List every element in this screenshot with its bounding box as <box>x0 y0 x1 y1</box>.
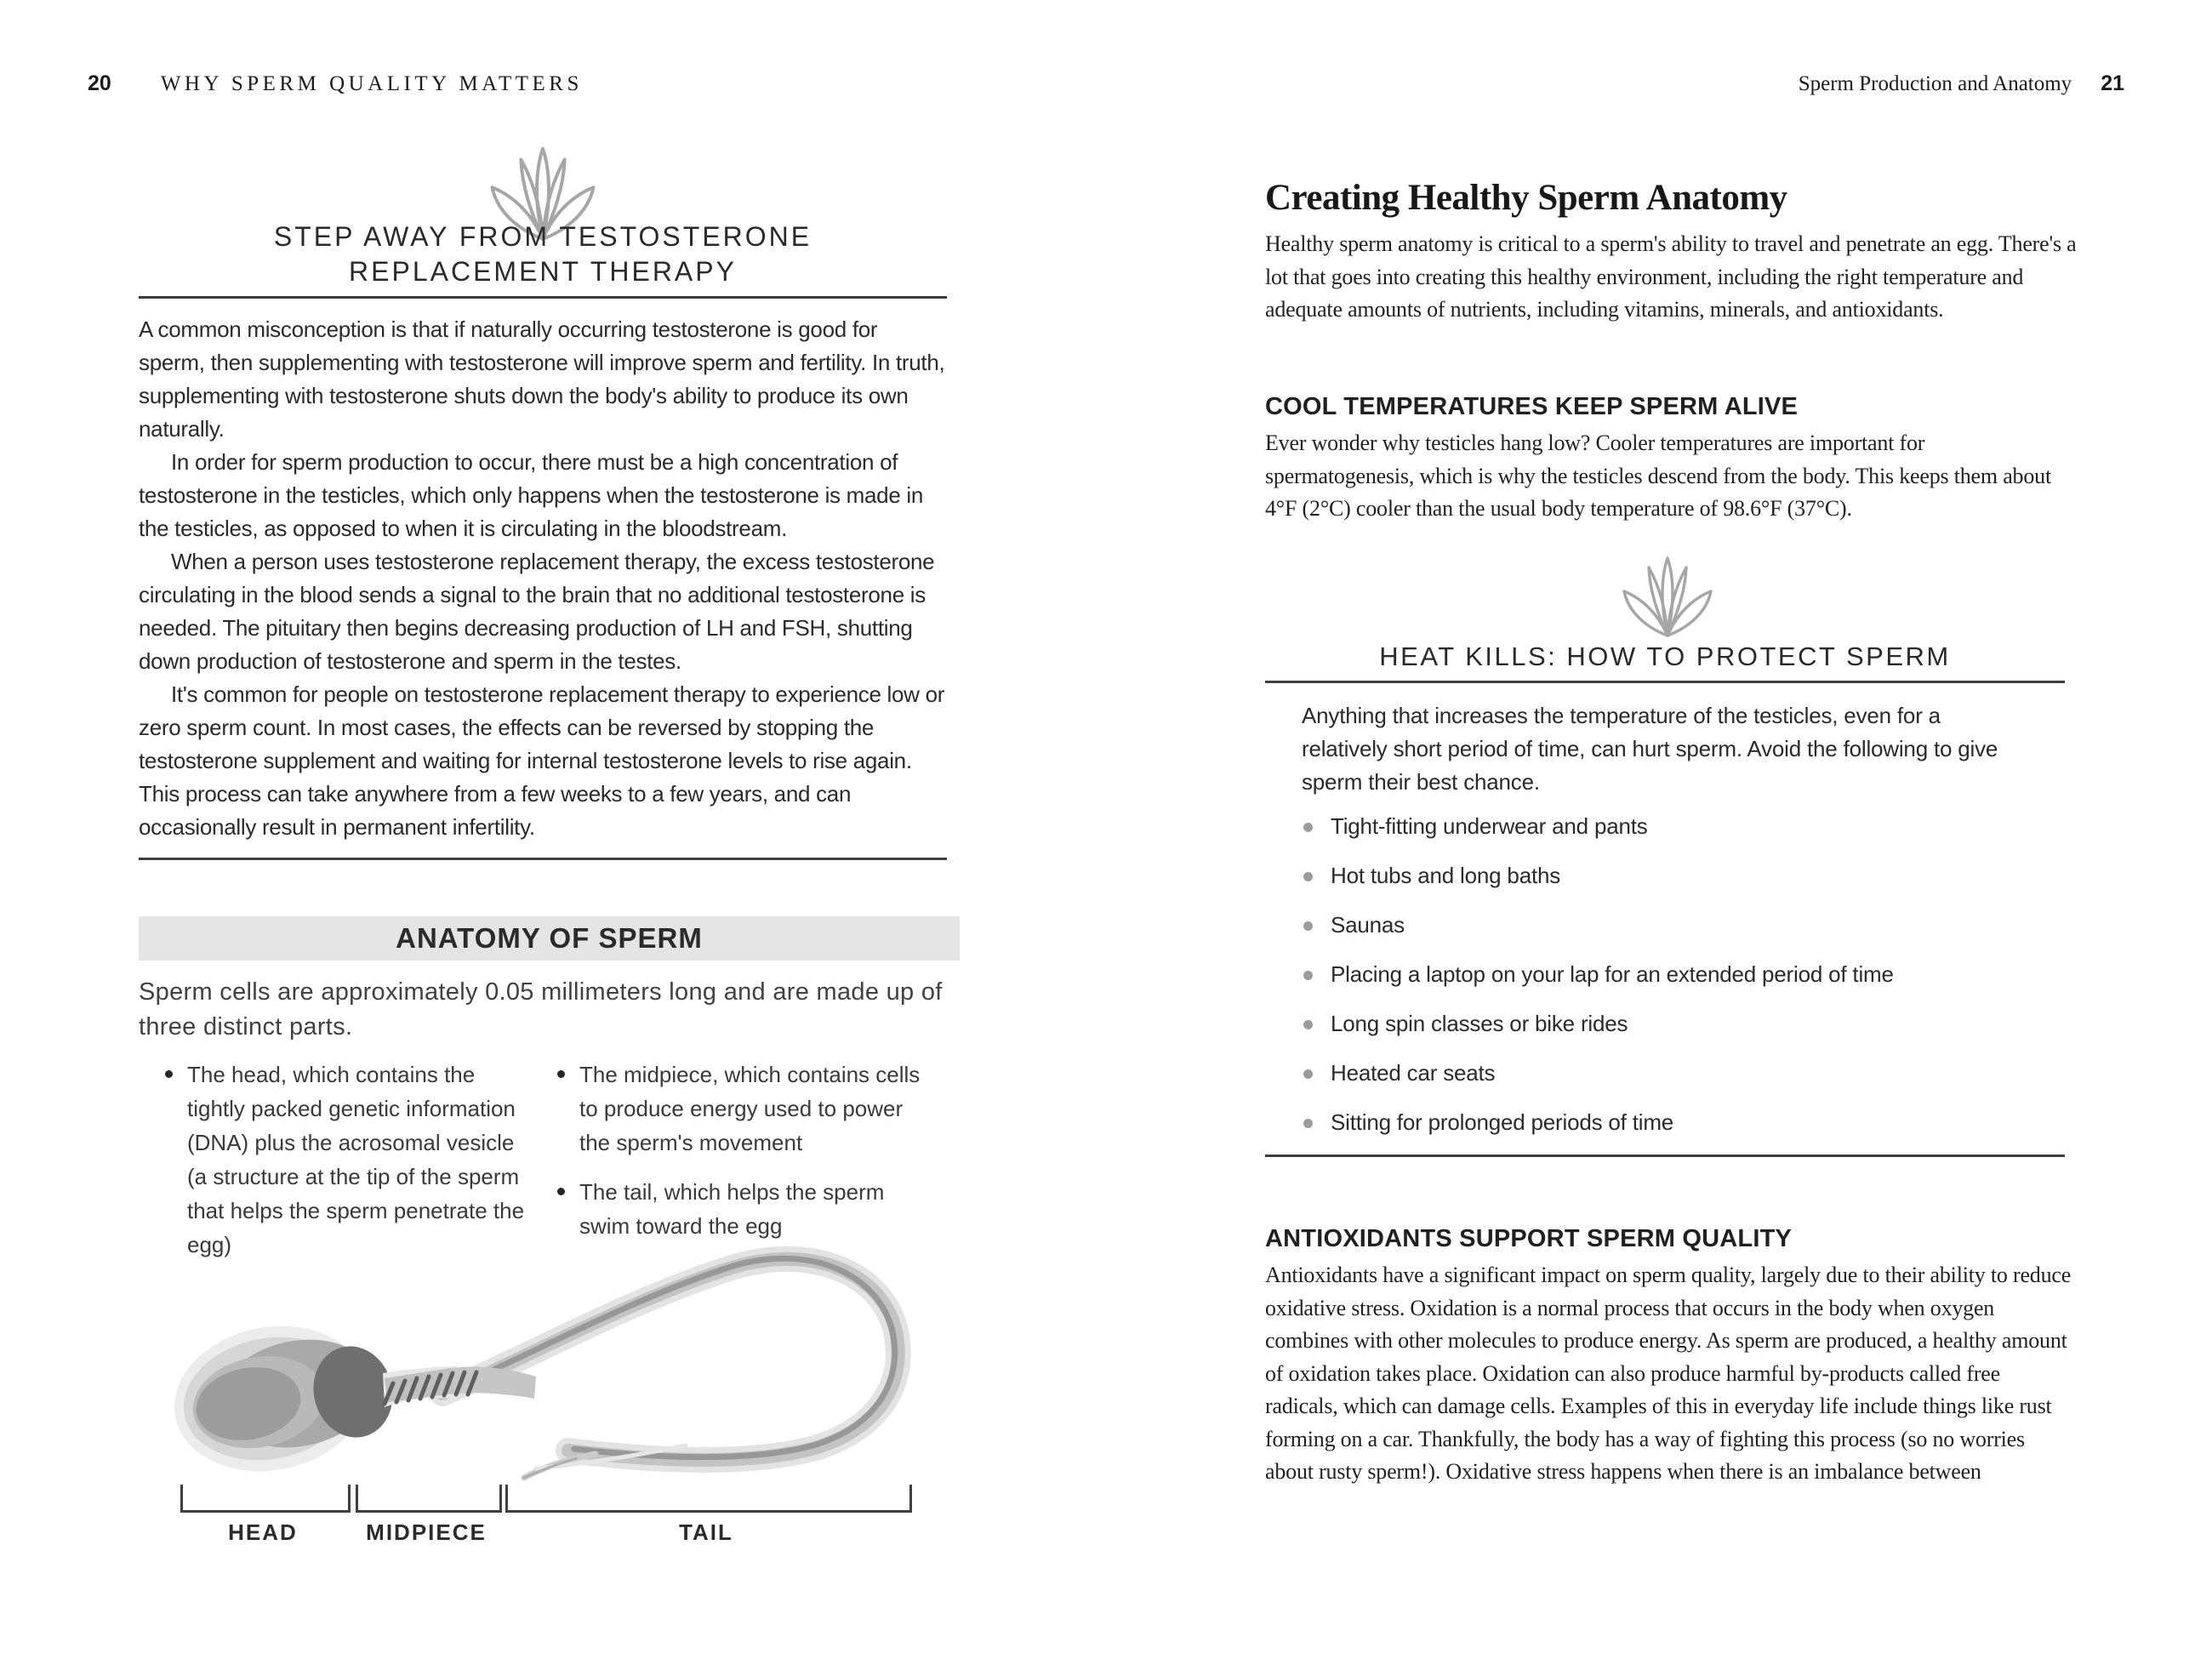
heat-box-list <box>1303 812 2035 1158</box>
list-item <box>1303 911 2035 939</box>
list-item <box>1303 1059 2035 1087</box>
section-body-creating: Healthy sperm anatomy is critical to a sperm's ability to travel and penetrate an egg. There's a lot that goes into creating this healthy environment, including the right temperature and adequate amounts of nutrients, including vitamins, minerals, and antioxidants. <box>1265 231 2077 322</box>
trt-paragraph: It's common for people on testosterone replacement therapy to experience low or zero sperm count. In most cases, the effects can be reversed by stopping the testosterone supplement and waiting for internal testosterone levels to rise again. This process can take anywhere from a few weeks to a few years, and can occasionally result in permanent infertility. <box>139 681 945 840</box>
anatomy-banner <box>139 916 960 961</box>
bullet-dot-icon <box>557 1070 565 1078</box>
lotus-icon <box>1616 553 1719 638</box>
list-item-text: The midpiece, which contains cells to produce energy used to power the sperm's movement <box>579 1062 921 1155</box>
sperm-head-art <box>170 1310 402 1487</box>
heat-box-intro: Anything that increases the temperature of the testicles, even for a relatively short period of time, can hurt sperm. Avoid the following to give sperm their best chance. <box>1302 703 1998 795</box>
anatomy-bullets-right <box>557 1058 927 1258</box>
sperm-midpiece-art <box>383 1366 536 1407</box>
left-page-number: 20 <box>88 71 111 95</box>
heat-box-top-rule <box>1265 681 2065 683</box>
diagram-label-head: HEAD <box>228 1519 298 1545</box>
bullet-dot-icon <box>1303 1020 1313 1029</box>
sperm-tail-art <box>442 1258 898 1478</box>
list-item <box>557 1058 927 1160</box>
trt-box-top-rule <box>139 296 947 299</box>
list-item-text: The head, which contains the tightly packed genetic information (DNA) plus the acrosomal vesicle (a structure at the tip of the sperm that helps the sperm penetrate the egg) <box>187 1062 525 1257</box>
trt-box-title-line1: STEP AWAY FROM TESTOSTERONE <box>273 221 812 252</box>
diagram-label-midpiece: MIDPIECE <box>366 1519 487 1545</box>
list-item <box>1303 862 2035 890</box>
sperm-diagram <box>170 1240 919 1496</box>
list-item <box>557 1175 927 1243</box>
heat-box-bottom-rule <box>1265 1154 2065 1157</box>
head-bracket <box>180 1485 351 1513</box>
list-item-text: Placing a laptop on your lap for an extended period of time <box>1331 961 1894 987</box>
list-item-text: Hot tubs and long baths <box>1331 863 1561 888</box>
trt-paragraph: In order for sperm production to occur, there must be a high concentration of testosterone in the testicles, which only happens when the testosterone is made in the testicles, as opposed to when it is circulating in the bloodstream. <box>139 449 924 541</box>
right-running-head-title: Sperm Production and Anatomy <box>1798 72 2072 95</box>
left-running-head-title: WHY SPERM QUALITY MATTERS <box>160 72 583 95</box>
bullet-dot-icon <box>1303 971 1313 980</box>
left-running-head <box>88 71 583 96</box>
bullet-dot-icon <box>1303 921 1313 931</box>
list-item-text: The tail, which helps the sperm swim toward the egg <box>579 1179 885 1239</box>
right-page-number: 21 <box>2101 71 2124 95</box>
right-running-head <box>1265 71 2124 96</box>
anatomy-intro: Sperm cells are approximately 0.05 millimeters long and are made up of three distinct parts. <box>139 978 943 1040</box>
bullet-dot-icon <box>1303 1119 1313 1128</box>
list-item-text: Sitting for prolonged periods of time <box>1331 1109 1674 1135</box>
bullet-dot-icon <box>165 1070 173 1078</box>
list-item-text: Long spin classes or bike rides <box>1331 1011 1628 1036</box>
trt-paragraph: When a person uses testosterone replacement therapy, the excess testosterone circulating in the blood sends a signal to the brain that no additional testosterone is needed. The pituitary then begins decreasing production of LH and FSH, shutting down production of testosterone and sperm in the testes. <box>139 549 935 674</box>
midpiece-bracket <box>356 1485 502 1513</box>
list-item <box>1303 1109 2035 1137</box>
list-item <box>1303 961 2035 989</box>
bullet-dot-icon <box>1303 872 1313 881</box>
list-item-text: Saunas <box>1331 912 1405 938</box>
diagram-label-tail: TAIL <box>679 1519 733 1545</box>
bullet-dot-icon <box>1303 823 1313 832</box>
bullet-dot-icon <box>1303 1069 1313 1079</box>
list-item <box>165 1058 526 1262</box>
trt-box-title-line2: REPLACEMENT THERAPY <box>349 256 737 287</box>
trt-box-title <box>139 219 947 289</box>
section-body-cool: Ever wonder why testicles hang low? Cooler temperatures are important for spermatogenesis, which is why the testicles descend from the body. This keeps them about 4°F (2°C) cooler than the usual body temperature of 98.6°F (37°C). <box>1265 430 2051 521</box>
list-item-text: Heated car seats <box>1331 1060 1496 1086</box>
trt-paragraph: A common misconception is that if naturally occurring testosterone is good for sperm, then supplementing with testosterone will improve sperm and fertility. In truth, supplementing with testosterone shuts down the body's ability to produce its own naturally. <box>139 316 945 442</box>
list-item <box>1303 812 2035 841</box>
section-title-cool: COOL TEMPERATURES KEEP SPERM ALIVE <box>1265 393 1799 420</box>
bullet-dot-icon <box>557 1188 565 1195</box>
tail-bracket <box>505 1485 912 1513</box>
section-title-antioxidants: ANTIOXIDANTS SUPPORT SPERM QUALITY <box>1265 1225 1793 1252</box>
heat-box-title: HEAT KILLS: HOW TO PROTECT SPERM <box>1379 641 1951 671</box>
section-body-antioxidants: Antioxidants have a significant impact on sperm quality, largely due to their ability to reduce oxidative stress. Oxidation is a normal process that occurs in the body when oxygen combines with other molecules to produce energy. As sperm are produced, a healthy amount of oxidation takes place. Oxidation can also produce harmful by-products called free radicals, which can damage cells. Examples of this in everyday life include things like rust forming on a car. Thankfully, the body has a way of fighting this process (so no worries about rusty sperm!). Oxidative stress happens when there is an imbalance between <box>1265 1263 2072 1484</box>
trt-box-bottom-rule <box>139 858 947 860</box>
list-item-text: Tight-fitting underwear and pants <box>1331 813 1648 839</box>
trt-box-body <box>139 313 949 844</box>
section-title-creating: Creating Healthy Sperm Anatomy <box>1265 178 1787 218</box>
anatomy-banner-title: ANATOMY OF SPERM <box>396 922 703 954</box>
list-item <box>1303 1010 2035 1038</box>
